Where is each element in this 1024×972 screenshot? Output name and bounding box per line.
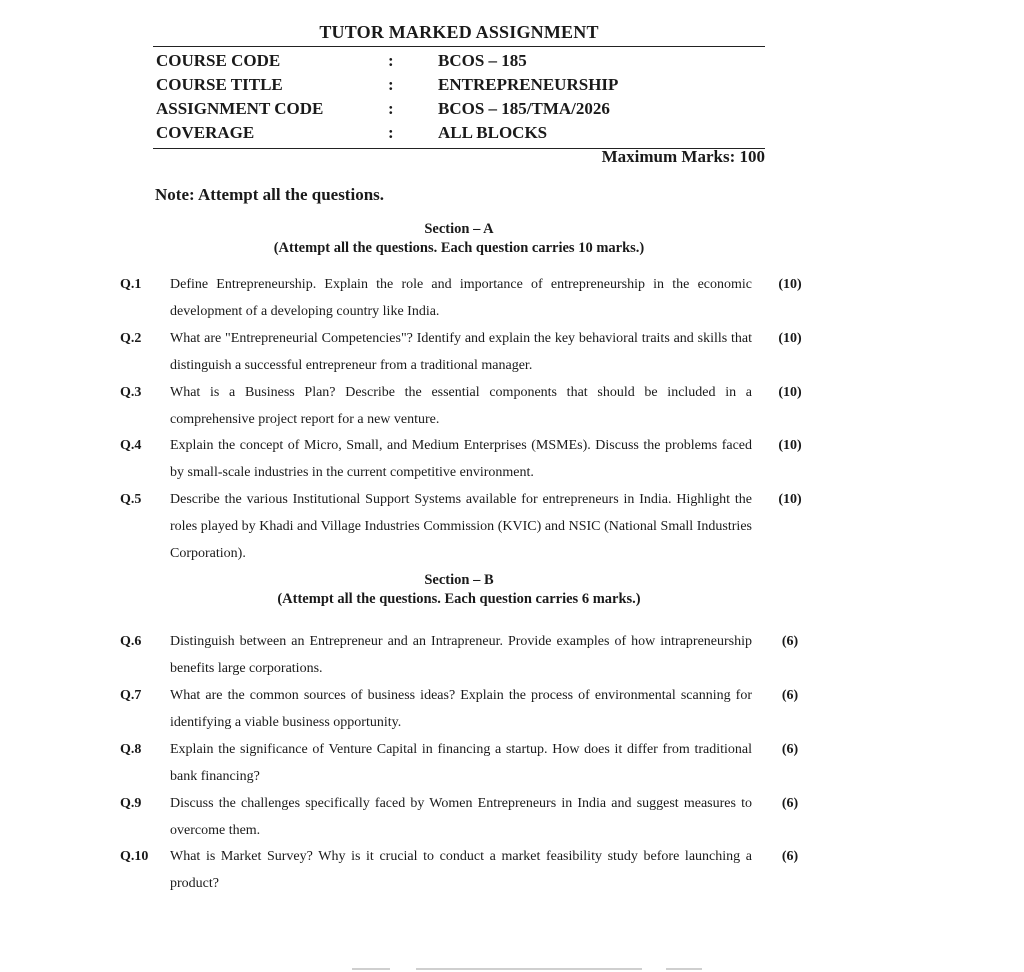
question-marks: (6) [781, 688, 799, 703]
info-colon: : [388, 123, 394, 142]
question-marks: (6) [781, 796, 799, 811]
section-a-title: Section – A [424, 221, 494, 237]
course-info-table [153, 46, 765, 149]
question-number: Q.2 [120, 331, 142, 346]
question-marks: (10) [778, 277, 802, 292]
footer-divider [352, 968, 390, 970]
info-colon: : [388, 99, 394, 118]
page-title: TUTOR MARKED ASSIGNMENT [319, 22, 599, 42]
question-number: Q.8 [120, 742, 142, 757]
question-text: What is Market Survey? Why is it crucial to conduct a market feasibility study before launching a product? [170, 849, 752, 891]
question-text: Explain the significance of Venture Capital in financing a startup. How does it differ from traditional bank financing? [170, 742, 752, 784]
info-value: ALL BLOCKS [438, 123, 548, 142]
info-colon: : [388, 75, 394, 94]
question-number: Q.1 [120, 277, 142, 292]
question-text: Define Entrepreneurship. Explain the role and importance of entrepreneurship in the economic development of a developing country like India. [170, 277, 752, 319]
question-number: Q.7 [120, 688, 142, 703]
info-row-assignment-code [153, 97, 765, 121]
info-label: COVERAGE [156, 123, 255, 142]
question-number: Q.4 [120, 438, 142, 453]
question-text: Describe the various Institutional Support Systems available for entrepreneurs in India. Highlight the roles played by Khadi and Village Industries Commission (KVIC) and NSIC (National Small Industries Corporation). [170, 492, 752, 561]
question-marks: (10) [778, 438, 802, 453]
question-text: What is a Business Plan? Describe the essential components that should be included in a comprehensive project report for a new venture. [170, 385, 752, 427]
info-label: ASSIGNMENT CODE [156, 99, 324, 118]
section-b-title: Section – B [424, 572, 494, 588]
section-b-heading [0, 572, 918, 608]
info-row-coverage [153, 121, 765, 145]
question-number: Q.10 [120, 849, 149, 864]
question-number: Q.6 [120, 634, 142, 649]
info-colon: : [388, 51, 394, 70]
section-a-heading [0, 221, 918, 257]
info-value: BCOS – 185 [438, 51, 527, 70]
question-text: What are the common sources of business ideas? Explain the process of environmental scanning for identifying a viable business opportunity. [170, 688, 752, 730]
question-marks: (6) [781, 742, 799, 757]
question-marks: (6) [781, 849, 799, 864]
info-value: ENTREPRENEURSHIP [438, 75, 619, 94]
section-a-instruction: (Attempt all the questions. Each question carries 10 marks.) [273, 240, 645, 256]
section-b-instruction: (Attempt all the questions. Each question carries 6 marks.) [277, 591, 641, 607]
question-marks: (10) [778, 492, 802, 507]
maximum-marks: Maximum Marks: 100 [601, 147, 765, 166]
question-text: What are "Entrepreneurial Competencies"? Identify and explain the key behavioral traits and skills that distinguish a successful entrepreneur from a traditional manager. [170, 331, 752, 373]
info-row-course-code [153, 49, 765, 73]
question-marks: (6) [781, 634, 799, 649]
info-label: COURSE TITLE [156, 75, 283, 94]
question-text: Distinguish between an Entrepreneur and an Intrapreneur. Provide examples of how intrapreneurship benefits large corporations. [170, 634, 752, 676]
info-value: BCOS – 185/TMA/2026 [438, 99, 610, 118]
footer-divider [666, 968, 702, 970]
question-marks: (10) [778, 385, 802, 400]
question-number: Q.3 [120, 385, 142, 400]
note: Note: Attempt all the questions. [155, 185, 385, 204]
question-text: Discuss the challenges specifically faced by Women Entrepreneurs in India and suggest measures to overcome them. [170, 796, 752, 838]
question-number: Q.5 [120, 492, 142, 507]
info-label: COURSE CODE [156, 51, 281, 70]
question-text: Explain the concept of Micro, Small, and Medium Enterprises (MSMEs). Discuss the problems faced by small-scale industries in the current competitive environment. [170, 438, 752, 480]
question-number: Q.9 [120, 796, 142, 811]
question-marks: (10) [778, 331, 802, 346]
footer-divider [416, 968, 642, 970]
info-row-course-title [153, 73, 765, 97]
